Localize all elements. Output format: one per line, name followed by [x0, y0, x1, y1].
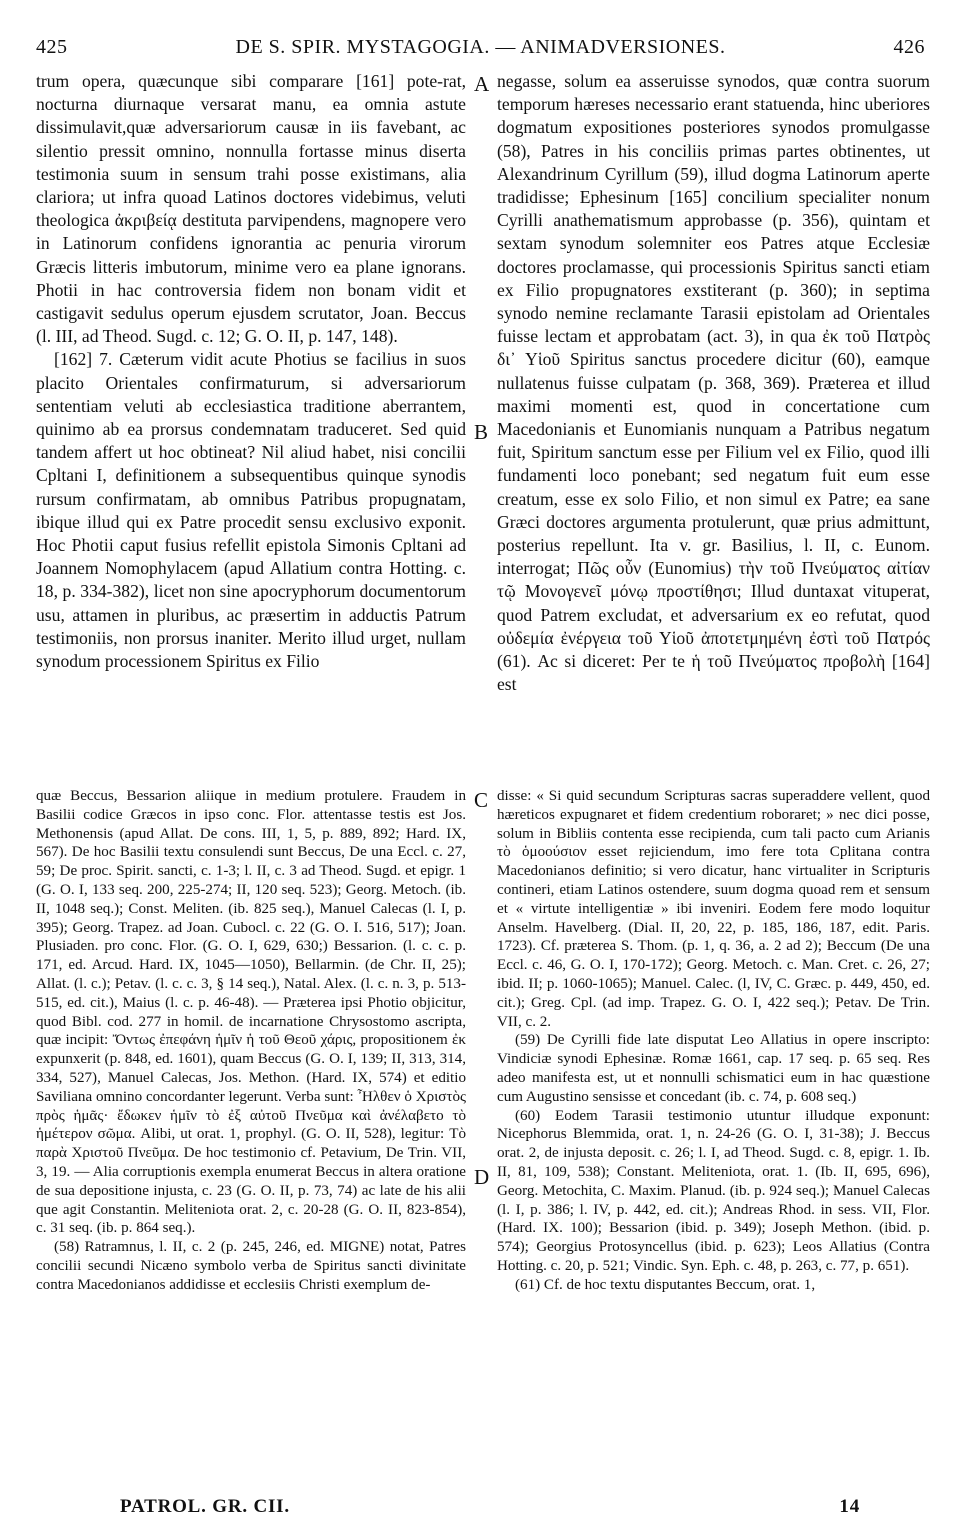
footnotes-right-column — [497, 787, 930, 1482]
footnote: (60) Eodem Tarasii testimonio utuntur illudque exponunt: Nicephorus Blemmida, orat. 1, n. 24-26 (G. O. I, 31-38); J. Beccus orat. 2, de injusta deposit. c. 26; l. I, ad Theod. Sugd. c. 8, epigr. 1. Ib. II, 81, 109, 538); Constant. Meliteniota, orat. 1. (Ib. II, 695, 696), Georg. Metochita, C. Maxim. Planud. (ib. p. 924 seq.); Manuel Calecas (l. I, p. 386; l. IV, p. 442, ed. cit.); Andreas Rhod. in sess. VII, Flor. (Hard. IX. 100); Bessarion (ibid. p. 349); Joseph Methon. (ibid. p. 574); Georgius Protosyncellus (ibid. p. 623); Leos Allatius (Contra Hotting. c. 20, p. 521; Vindic. Syn. Eph. c. 48, p. 263, c. 77, p. 651). — [497, 1107, 930, 1274]
page-number-left: 425 — [36, 36, 68, 58]
footnote: quæ Beccus, Bessarion aliique in medium protulere. Fraudem in Basilii codice Græcos in ipso conc. Flor. attentasse testis est Jos. Methonensis (apud Allat. De cons. III, 1, 5, p. 889, 892; Hard. IX, 567). De hoc Basilii textu consulendi sunt Beccus, De una Eccl. c. 27, 59; De proc. Spirit. sancti, c. 1-3; l. II, c. 3 ad Theod. Sugd. et epigr. 1 (G. O. I, 133 seq. 200, 225-274; II, 120 seq. 523); Georg. Metoch. (ib. II, 1048 seq.); Const. Meliten. (ib. 825 seq.), Manuel Calecas (l. I, p. 395); Georg. Trapez. ad Joan. Cubocl. c. 22 (G. O. I. 516, 517); Joan. Plusiaden. pro conc. Flor. (G. O. I, 629, 630;) Bessarion. (l. c. c. p. 171, ed. Arcud. Hard. IX, 1045—1050), Bellarmin. (de Chr. II, 25); Allat. (l. c.); Petav. (l. c. c. 3, § 14 seq.), Natal. Alex. (l. c. n. 3, p. 513-515, ed. cit.), Maius (l. c. p. 46-48). — Præterea ipsi Photio objicitur, quod Bibl. cod. 277 in homil. de incarnatione Chrysostomo ascripta, quæ incipit: Ὄντως ἐπεφάνη ἡμῖν ἡ τοῦ Θεοῦ χάρις, propositionem ἐκ expunxerit (p. 848, ed. 1601), quam Beccus (G. O. I, 139; II, 313, 314, 334, 527), Manuel Calecas, Jos. Methon. (Hard. IX, 574) et editio Saviliana omnino concordanter legerunt. Verba sunt: Ἦλθεν ὁ Χριστὸς πρὸς ἡμᾶς· ἔδωκεν ἡμῖν τὸ ἐξ αὐτοῦ Πνεῦμα καὶ ἀνέλαβετο τὸ ἡμέτερον σῶμα. Alibi, ut orat. 1, prophyl. (G. O. II, 528), legitur: Τὸ παρὰ Χριστοῦ Πνεῦμα. De hoc testimonio cf. Petavium, De Trin. VII, 3, 19. — Alia corruptionis exempla enumerat Beccus in altera oratione de sua depositione injusta, c. 23 (G. O. II, p. 73, 74) ac late de his alii que agit Constantin. Meliteniota orat. 2, c. 20-28 (G. O. II, 823-854), c. 31 seq. (ib. p. 864 seq.). — [36, 788, 466, 1237]
page-number-right: 426 — [893, 36, 925, 58]
running-title: DE S. SPIR. MYSTAGOGIA. — ANIMADVERSIONES. — [235, 36, 726, 58]
margin-marker-b: B — [474, 420, 489, 444]
paragraph: negasse, solum ea asseruisse synodos, quæ contra suorum temporum hæreses necessario erant statuenda, hinc uberiores dogmatum expositiones posteriores synodos promulgasse (58), Patres in his conciliis primas partes obtinentes, ut Alexandrinum Cyrillum (59), illud dogma Latinorum aperte tradidisse; Ephesinum [165] concilium specialiter nonum Cyrilli anathematismum approbasse (p. 356), quintam et sextam synodum solemniter eos Patres atque Ecclesiæ doctores proclamasse, qui processionis Spiritus sancti etiam ex Filio propugnatores exstiterant (p. 360); in septima synodo nemine reclamante Tarasii epistolam ad Orientales fuisse lectam et approbatam (act. 3), in qua ἐκ τοῦ Πατρὸς δι᾽ Υἱοῦ Spiritus sanctus procedere dicitur (60), eamque nullatenus fuisse culpatam (p. 368, 369). Præterea et illud maximi momenti est, quod in concertatione cum Macedonianis et Eunomianis nunquam a Patribus negatum fuit, Spiritum sanctum esse per Filium vel ex Filio, quod illi fundamenti loco ponebant; sed negatum fuit eum esse creatum, esse ex solo Filio, et non simul ex Patre; ea sane Græci doctores argumenta protulerunt, quæ prius admittunt, posterius repellunt. Ita v. gr. Basilius, l. II, c. Eunom. interrogat; Πῶς οὖν (Eunomius) τὴν τοῦ Πνεύματος αἰτίαν τῷ Μονογενεῖ μόνῳ προστίθησι; Illud duntaxat vituperat, quod Patrem excludat, et adversarium ex eo refutat, quod οὐδεμία ἐνέργεια τοῦ Υἱοῦ ἀποτετμημένη ἐστὶ τοῦ Πατρός (61). Ac si diceret: Per te ἡ τοῦ Πνεύματος προβολὴ [164] est — [497, 71, 930, 695]
page-footer — [120, 1496, 860, 1526]
margin-marker-c: C — [474, 788, 489, 812]
paragraph: trum opera, quæcunque sibi comparare [161] pote-rat, nocturna diurnaque versarat manu, ea omnia astute dissimulavit,quæ adversariorum causæ in iis favebant, ac silentio pressit omnino, nonnulla fortasse minus diserta testimonia suum in sensum trahi posse existimans, alia clariora; ut infra quoad Latinos doctores videbimus, veluti theologica ἀκριβείᾳ destituta parvipendens, magnopere vero in Latinorum confidens ignorantia ac penuria virorum Græcis litteris imbutorum, minime vero ea plane ignorans. Photii in hac controversia fidem non bonam vidit et castigavit sedulus operum ejusdem scrutator, Joan. Beccus (l. III, ad Theod. Sugd. c. 12; G. O. II, p. 147, 148). — [36, 71, 466, 347]
series-signature: PATROL. GR. CII. — [120, 1496, 290, 1517]
footnote: (58) Ratramnus, l. II, c. 2 (p. 245, 246, ed. MIGNE) notat, Patres concilii secundi Nicæno symbolo verba de Spiritus sancti divinitate contra Macedonianos addidisse et ecclesiis Christi exemplum de- — [36, 1239, 466, 1293]
margin-marker-d: D — [474, 1165, 490, 1189]
gathering-number: 14 — [839, 1496, 860, 1517]
footnote: disse: « Si quid secundum Scripturas sacras superaddere vellent, quod hæreticos expugnaret et fidem credentium roboraret; » nec dici posse, solum in Bibliis contenta esse recipienda, cum tali pacto cum Arianis τὸ ὁμοούσιον esset rejiciendum, imo fere tota Cplitana contra Macedonianos definitio; si vero dicatur, hanc virtualiter in Scripturis contineri, etiam Latinos ostendere, suum dogma quoad rem et sensum et « virtute intelligentiæ » ibi inveniri. Eodem fere modo loquitur Anselm. Havelberg. (Dial. II, 20, 22, p. 185, 186, 187, edit. Paris. 1723). Cf. præterea S. Thom. (p. 1, q. 36, a. 2 ad 2); Beccum (De una Eccl. c. 46, G. O. I, 170-172); Georg. Metoch. c. Man. Cret. c. 26, 27; ibid. II; p. 1060-1065); Manuel. Calec. (l, IV, C. Græc. p. 449, 450, ed. cit.); Greg. Cpl. (ad imp. Trapez. G. O. I, 422 seq.); Petav. De Trin. VII, c. 2. — [497, 788, 930, 1030]
footnote: (59) De Cyrilli fide late disputat Leo Allatius in opere inscripto: Vindiciæ synodi Ephesinæ. Romæ 1661, cap. 17 seq. p. 65 seq. Res adeo manifesta est, ut et nonnulli schismatici eum in hac quæstione cum Augustino sensisse et concedant (ib. c. 74, p. 608 seq.) — [497, 1032, 930, 1105]
margin-marker-a: A — [474, 72, 490, 96]
footnote: (61) Cf. de hoc textu disputantes Beccum, orat. 1, — [515, 1276, 816, 1293]
footnotes-left-column — [36, 787, 466, 1482]
paragraph: [162] 7. Cæterum vidit acute Photius se facilius in suos placito Orientales confirmaturum, si adversariorum sententiam veluti ab ecclesiastica traditione aberrantem, quinimo ab ea prorsus condemnatam traduceret. Sed quid tandem affert ut hoc obtineat? Nil aliud habet, nisi concilii Cpltani I, definitionem a subsequentibus quinque synodis rursum confirmatam, ab omnibus Patribus propugnatam, ibique illud qui ex Patre procedit sensu exclusivo exponit. Hoc Photii caput fusius refellit epistola Simonis Cpltani ad Joannem Nomophylacem (apud Allatium contra Hotting. c. 18, p. 334-382), licet non sine apocryphorum documentorum usu, attamen in pluribus, ac præsertim in adductis Patrum testimoniis, non prorsus inaniter. Merito illud urget, nullam synodum processionem Spiritus ex Filio — [36, 349, 466, 672]
main-text-right-column — [497, 70, 930, 760]
page-header — [36, 30, 925, 64]
main-text-left-column — [36, 70, 466, 760]
